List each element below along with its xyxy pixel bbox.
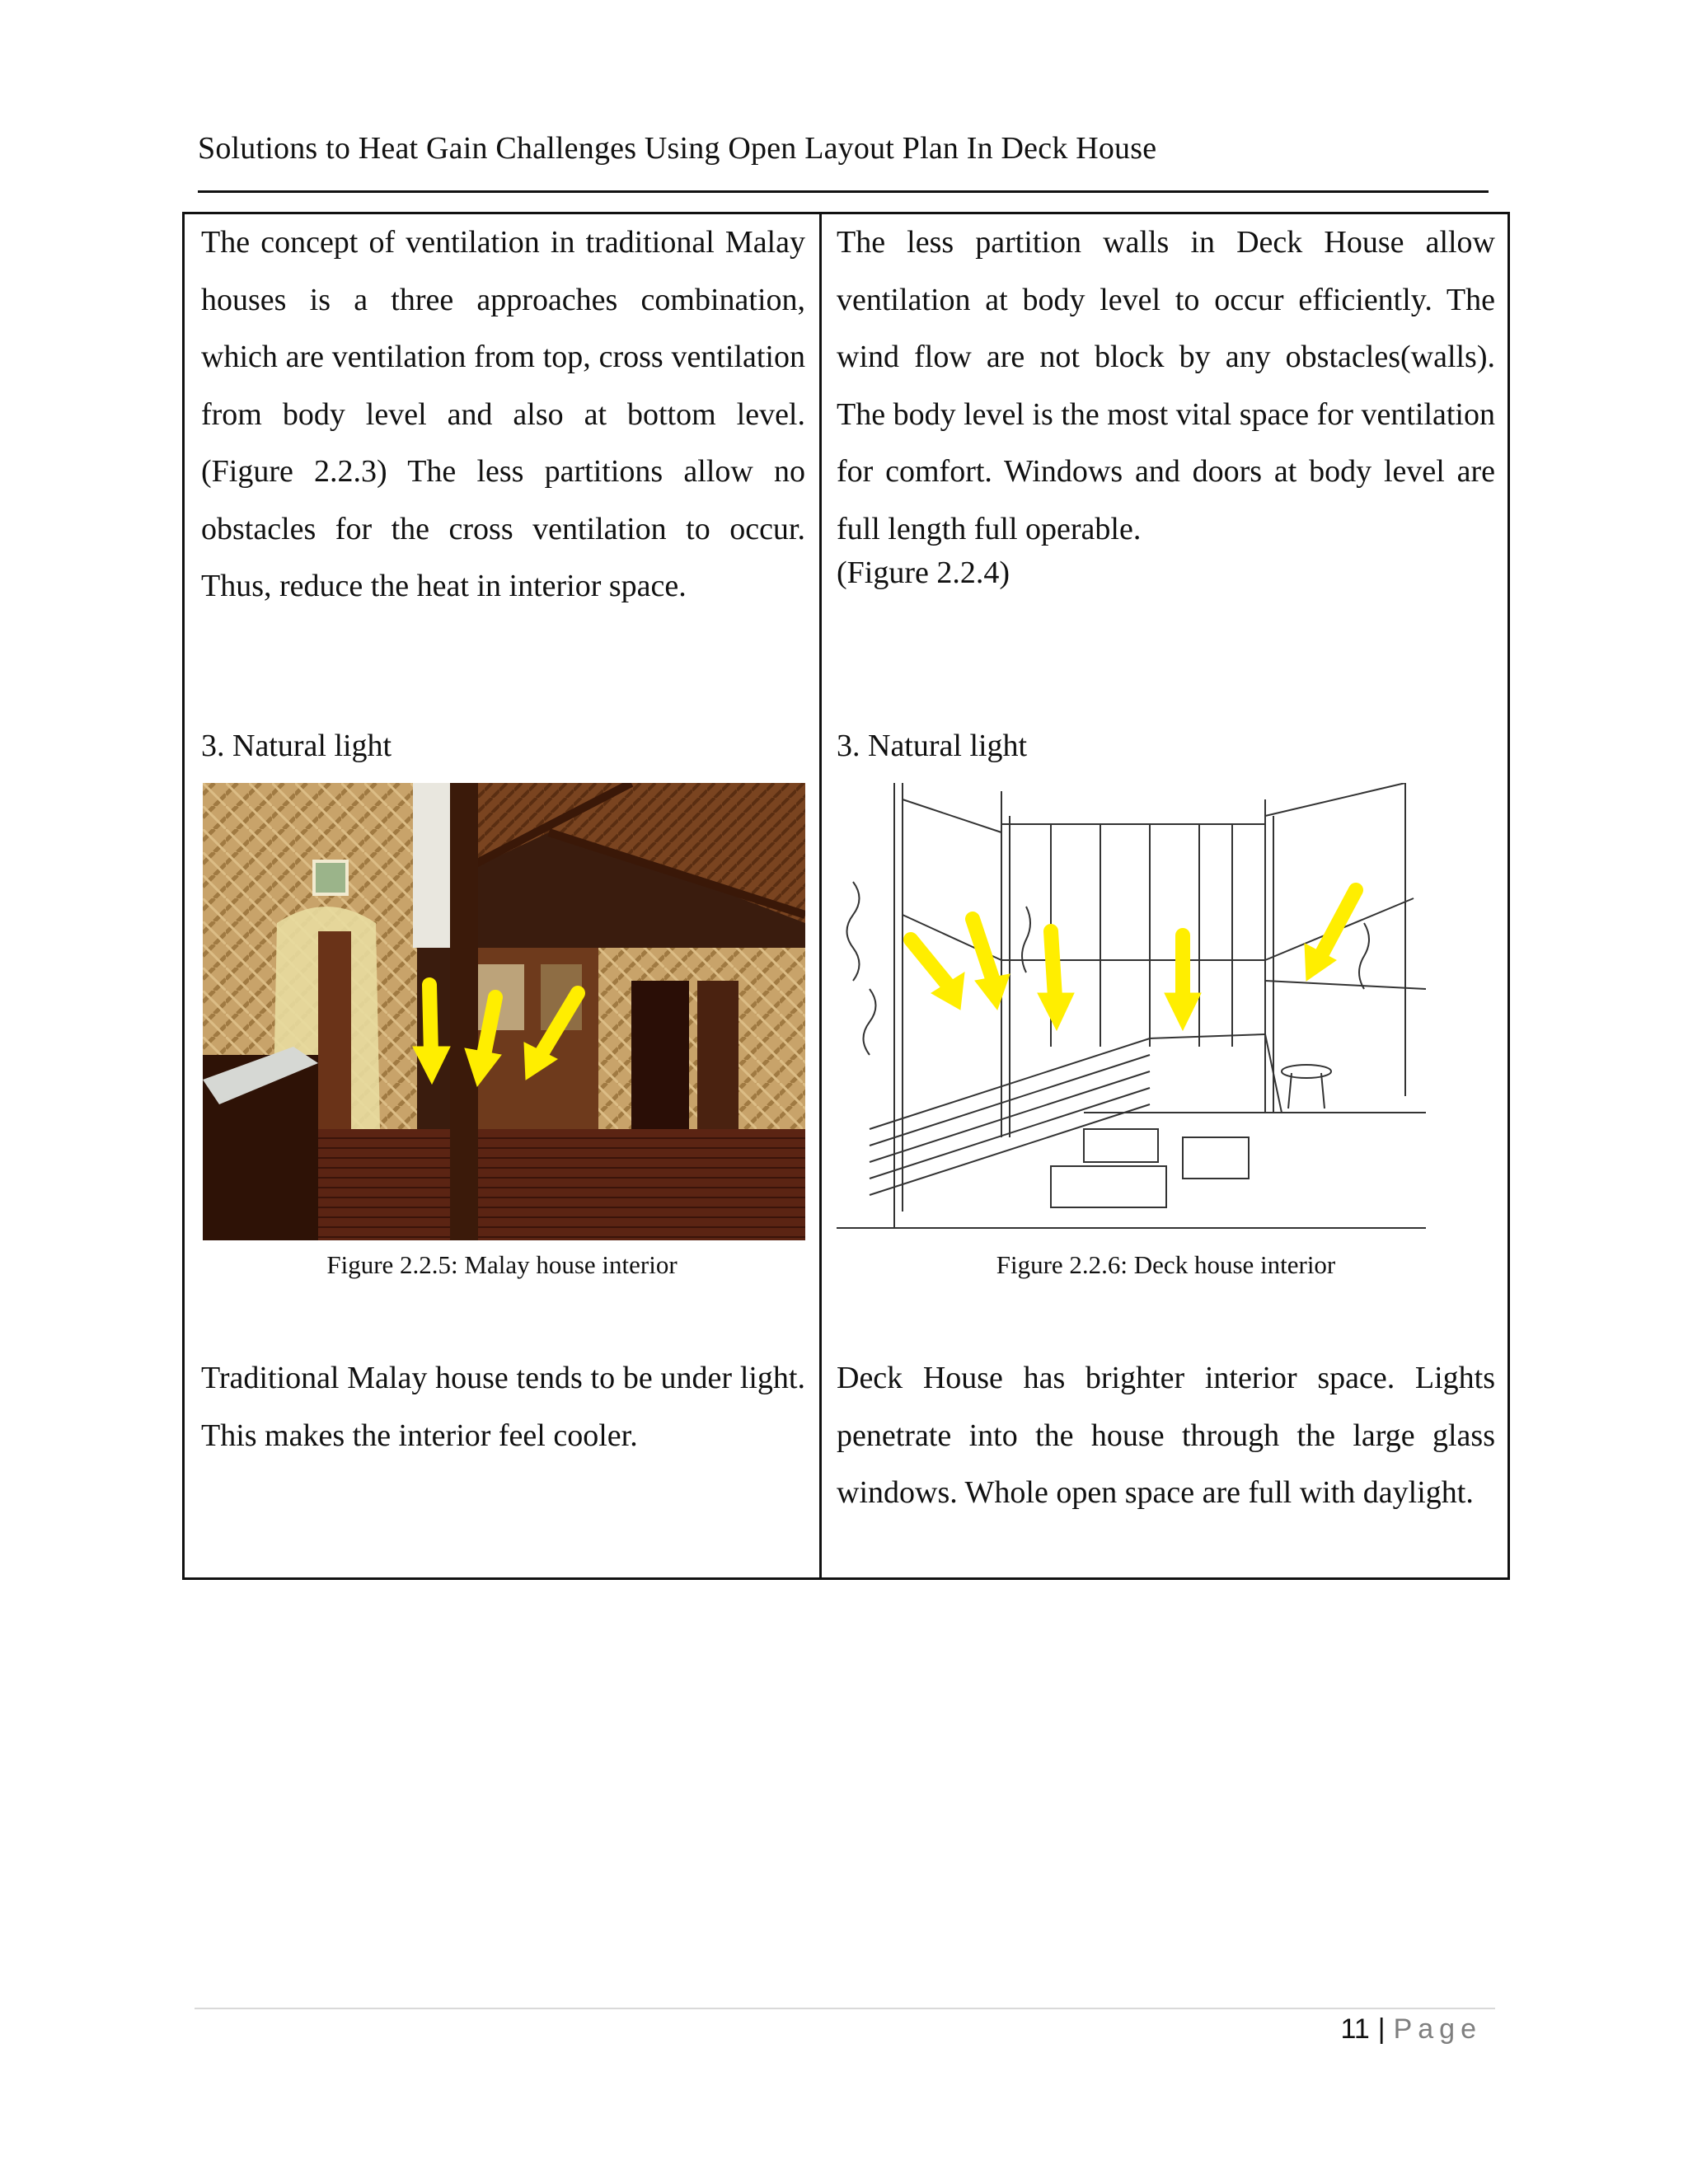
left-paragraph-ventilation: The concept of ventilation in traditional Malay houses is a three approaches combination, which are ventilation from top, cross ventilation from body level and also at bottom level. (Figure 2.2.3) The less partitions allow no obstacles for the cross ventilation to occur. Thus, reduce the heat in interior space. — [201, 225, 805, 603]
deck-house-interior-sketch — [837, 783, 1426, 1240]
page-label: Page — [1393, 2013, 1482, 2045]
footer-separator: | — [1377, 2013, 1386, 2045]
left-subheading-natural-light: 3. Natural light — [201, 729, 392, 763]
page-footer — [1340, 2013, 1482, 2046]
right-figure-reference: (Figure 2.2.4) — [837, 555, 1010, 590]
left-paragraph-light: Traditional Malay house tends to be under light. This makes the interior feel cooler. — [201, 1361, 805, 1453]
deck-house-interior-illustration — [837, 783, 1426, 1240]
footer-rule — [195, 2008, 1495, 2009]
right-subheading-natural-light: 3. Natural light — [837, 729, 1028, 763]
malay-house-interior-photo — [203, 783, 805, 1240]
left-figure-caption: Figure 2.2.5: Malay house interior — [326, 1250, 678, 1279]
header-rule — [198, 190, 1489, 193]
right-paragraph-light: Deck House has brighter interior space. Lights penetrate into the house through the large glass windows. Whole open space are full with daylight. — [837, 1361, 1495, 1510]
right-figure-caption: Figure 2.2.6: Deck house interior — [996, 1250, 1336, 1279]
comparison-table — [182, 212, 1510, 1580]
column-divider — [819, 214, 822, 1577]
page-number: 11 — [1340, 2013, 1370, 2045]
right-paragraph-ventilation: The less partition walls in Deck House allow ventilation at body level to occur efficiently. The wind flow are not block by any obstacles(walls). The body level is the most vital space for ventilation for comfort. Windows and doors at body level are full length full operable. — [837, 225, 1495, 546]
malay-house-interior-illustration — [203, 783, 805, 1240]
running-header: Solutions to Heat Gain Challenges Using Open Layout Plan In Deck House — [198, 131, 1157, 166]
